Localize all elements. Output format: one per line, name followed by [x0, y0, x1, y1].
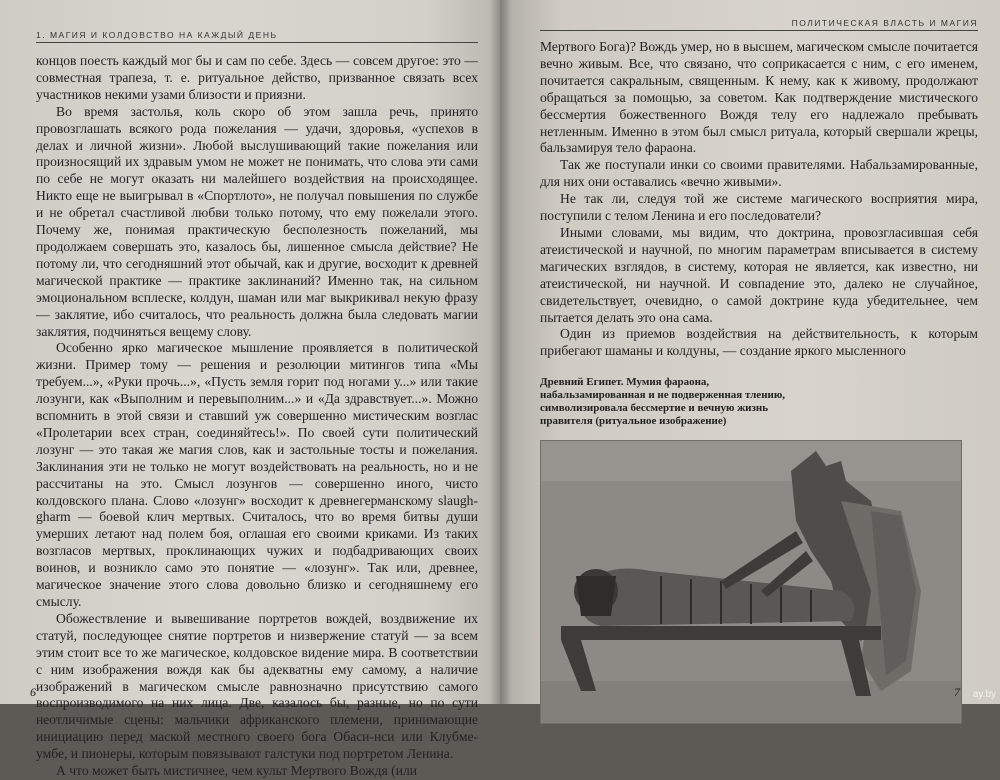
right-page [500, 0, 1000, 704]
right-body-text [540, 39, 978, 360]
paragraph: А что может быть мистичнее, чем культ Мертвого Вождя (или [56, 763, 418, 779]
left-body-text [36, 53, 478, 780]
paragraph: Один из приемов воздействия на действительность, к которым прибегают шаманы и колдуны, — создание яркого мысленного [540, 326, 978, 359]
paragraph: Особенно ярко магическое мышление проявляется в политической жизни. Пример тому — решения и резолюции митингов типа «Мы требуем...», «Руки прочь...», «Пусть земля горит под ногами у...» или такие лозунги, как «Выполним и перевыполним...» и «Да здравствует...». Можно вспомнить в этой связи и ставший уж совершенно мистическим возглас «Пролетарии всех стран, соединяйтесь!». По своей сути политический лозунг — это такая же магия слов, как и застольные тосты и пожелания. Заклинания эти не только не могут воздействовать на реальность, но и не рассчитаны на это. Смысл лозунгов — совершенно иного, чисто колдовского плана. Слово «лозунг» восходит к древнегерманскому slaugh-gharm — боевой клич мертвых. Считалось, что во время битвы души умерших летают над полем боя, оглашая его своими криками. Из таких возгласов мертвых, проклинающих чужих и подбадривающих своих воинов, и возникло само это понятие — «лозунг». Так или, древнее, магическое значение этого слова довольно близко и сегодняшнему его смыслу. [36, 340, 478, 609]
paragraph: Иными словами, мы видим, что доктрина, провозгласившая себя атеистической и научной, по многим параметрам вписывается в систему магических взглядов, в систему, которая не является, как известно, ни атеистической, ни научной. И совпадение это, далеко не случайное, свидетельствует, очевидно, о самой доктрине куда убедительнее, чем пытается делать это она сама. [540, 224, 978, 325]
anubis-embalming-image [541, 441, 961, 723]
watermark: ay.by [972, 689, 996, 700]
paragraph: Мертвого Бога)? Вождь умер, но в высшем, магическом смысле почитается вечно живым. Все, что связано, что соприкасается с ним, с его именем, почитается сакральным, священным. К нему, как к живому, продолжают обращаться за помощью, за советом. Как подтверждение мистического бессмертия божественного Вождя телу его надлежало пребывать нетленным. Именно в этом был смысл ритуала, который свершали жрецы, бальзамируя тело фараона. [540, 39, 978, 156]
page-number-right: 7 [954, 685, 960, 699]
paragraph: Так же поступали инки со своими правителями. Набальзамированные, для них они оставались «вечно живыми». [540, 157, 978, 190]
page-number-left: 6 [30, 685, 36, 699]
egyptian-mummy-illustration [540, 440, 962, 724]
running-head-left: 1. МАГИЯ И КОЛДОВСТВО НА КАЖДЫЙ ДЕНЬ [36, 30, 478, 43]
running-head-right: ПОЛИТИЧЕСКАЯ ВЛАСТЬ И МАГИЯ [540, 18, 978, 31]
paragraph: концов поесть каждый мог бы и сам по себе. Здесь — совсем другое: это — совместная трапеза, т. е. ритуальное действо, призванное связать всех участников некими узами близости и приязни. [36, 53, 478, 102]
left-page [0, 0, 500, 779]
paragraph: Обожествление и вывешивание портретов вождей, воздвижение их статуй, последующее снятие портретов и низвержение статуй — за всем этим стоит все то же магическое, колдовское видение мира. В соответствии с ним изображения вождя как бы адекватны ему самому, а наличие изображений в магическом смысле равнозначно присутствию самого воспроизводимого на них лица. Две, казалось бы, разные, но по сути неотличимые сцены: мальчики африканского племени, принимающие инициацию перед маской местного своего бога Обаси-нси или Клубме-умбе, и пионеры, которым повязывают галстуки под портретом Ленина. [36, 610, 478, 762]
paragraph: Не так ли, следуя той же системе магического восприятия мира, поступили с телом Ленина и его последователи? [540, 191, 978, 224]
figure-caption: Древний Египет. Мумия фараона, набальзамированная и не подверженная тлению, символизировала бессмертие и вечную жизнь правителя (ритуальное изображение) [540, 376, 786, 428]
book-gutter [490, 0, 512, 704]
paragraph: Во время застолья, коль скоро об этом зашла речь, принято провозглашать всякого рода пожелания — удачи, здоровья, «успехов в делах и личной жизни». Любой выслушивающий такие пожелания или произносящий их здравым умом не может не понимать, что слова эти сами по себе не могут оказать ни малейшего воздействия на происходящее. Никто еще не выигрывал в «Спортлото», не получал повышения по службе и не обретал счастливой любви только потому, что ему пожелали этого. Почему же, понимая практическую бесполезность пожеланий, мы продолжаем совершать это, казалось бы, лишенное смысла действие? Не потому ли, что сегодняшний этот обычай, как и другие, восходит к древней магической практике — практике заклинаний? Именно так, на сильном эмоциональном всплеске, колдун, шаман или маг выкрикивал некую фразу — заклятие, ибо считалось, что реальность должна была следовать магии заклятия, подчиняться вещему слову. [36, 103, 478, 339]
